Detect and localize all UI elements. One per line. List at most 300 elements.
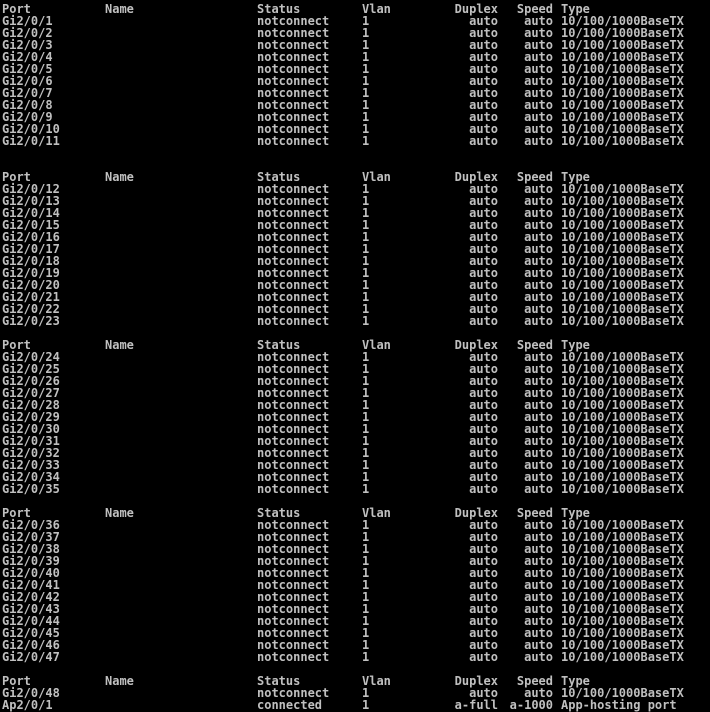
interface-type: 10/100/1000BaseTX: [561, 62, 684, 76]
column-header-name: Name: [105, 338, 134, 352]
column-header-port: Port: [2, 674, 31, 688]
interface-duplex: auto: [469, 554, 498, 568]
interface-port: Gi2/0/45: [2, 626, 60, 640]
interface-speed: auto: [524, 98, 553, 112]
interface-port: Gi2/0/44: [2, 614, 60, 628]
interface-port: Gi2/0/43: [2, 602, 60, 616]
interface-vlan: 1: [362, 590, 370, 604]
interface-vlan: 1: [362, 74, 370, 88]
interface-port: Gi2/0/3: [2, 38, 53, 52]
column-header-port: Port: [2, 2, 31, 16]
interface-type: 10/100/1000BaseTX: [561, 518, 684, 532]
interface-vlan: 1: [362, 50, 370, 64]
interface-duplex: auto: [469, 242, 498, 256]
interface-port: Gi2/0/2: [2, 26, 53, 40]
interface-vlan: 1: [362, 242, 370, 256]
interface-status: notconnect: [257, 38, 330, 52]
interface-type: 10/100/1000BaseTX: [561, 590, 684, 604]
interface-port: Gi2/0/6: [2, 74, 53, 88]
interface-speed: auto: [524, 626, 553, 640]
interface-status: notconnect: [257, 218, 330, 232]
interface-speed: auto: [524, 182, 553, 196]
interface-vlan: 1: [362, 266, 370, 280]
interface-speed: auto: [524, 194, 553, 208]
interface-speed: auto: [524, 62, 553, 76]
column-header-duplex: Duplex: [454, 338, 498, 352]
interface-status: notconnect: [257, 206, 330, 220]
interface-duplex: auto: [469, 422, 498, 436]
interface-duplex: auto: [469, 218, 498, 232]
interface-port: Gi2/0/24: [2, 350, 60, 364]
interface-duplex: auto: [469, 266, 498, 280]
interface-port: Gi2/0/7: [2, 86, 53, 100]
interface-port: Gi2/0/10: [2, 122, 60, 136]
interface-status: notconnect: [257, 410, 330, 424]
interface-speed: auto: [524, 26, 553, 40]
interface-speed: auto: [524, 242, 553, 256]
interface-speed: auto: [524, 650, 553, 664]
interface-type: 10/100/1000BaseTX: [561, 362, 684, 376]
interface-vlan: 1: [362, 134, 370, 148]
interface-port: Gi2/0/48: [2, 686, 60, 700]
column-header-speed: Speed: [516, 674, 553, 688]
interface-vlan: 1: [362, 614, 370, 628]
interface-duplex: auto: [469, 482, 498, 496]
interface-port: Gi2/0/35: [2, 482, 60, 496]
interface-port: Gi2/0/1: [2, 14, 53, 28]
interface-vlan: 1: [362, 38, 370, 52]
interface-type: 10/100/1000BaseTX: [561, 134, 684, 148]
interface-status: notconnect: [257, 74, 330, 88]
interface-row: [2, 483, 708, 495]
interface-port: Gi2/0/38: [2, 542, 60, 556]
interface-vlan: 1: [362, 86, 370, 100]
column-header-vlan: Vlan: [362, 2, 391, 16]
interface-duplex: auto: [469, 290, 498, 304]
interface-vlan: 1: [362, 434, 370, 448]
interface-duplex: auto: [469, 410, 498, 424]
interface-vlan: 1: [362, 446, 370, 460]
interface-port: Gi2/0/37: [2, 530, 60, 544]
interface-status: notconnect: [257, 590, 330, 604]
column-header-status: Status: [257, 338, 301, 352]
interface-duplex: auto: [469, 302, 498, 316]
interface-duplex: auto: [469, 50, 498, 64]
interface-duplex: auto: [469, 206, 498, 220]
interface-status: notconnect: [257, 686, 330, 700]
interface-vlan: 1: [362, 386, 370, 400]
interface-port: Gi2/0/28: [2, 398, 60, 412]
interface-status: notconnect: [257, 626, 330, 640]
interface-vlan: 1: [362, 530, 370, 544]
interface-status: notconnect: [257, 518, 330, 532]
interface-speed: auto: [524, 302, 553, 316]
interface-status: notconnect: [257, 230, 330, 244]
column-header-duplex: Duplex: [454, 2, 498, 16]
interface-duplex: auto: [469, 446, 498, 460]
interface-speed: auto: [524, 206, 553, 220]
interface-status: notconnect: [257, 182, 330, 196]
interface-vlan: 1: [362, 26, 370, 40]
interface-vlan: 1: [362, 110, 370, 124]
interface-vlan: 1: [362, 122, 370, 136]
interface-duplex: auto: [469, 638, 498, 652]
column-header-status: Status: [257, 2, 301, 16]
interface-type: 10/100/1000BaseTX: [561, 74, 684, 88]
interface-status: notconnect: [257, 422, 330, 436]
interface-port: Gi2/0/42: [2, 590, 60, 604]
interface-vlan: 1: [362, 698, 370, 712]
interface-vlan: 1: [362, 542, 370, 556]
interface-type: 10/100/1000BaseTX: [561, 38, 684, 52]
interface-type: App-hosting port: [561, 698, 677, 712]
interface-status: notconnect: [257, 434, 330, 448]
interface-speed: auto: [524, 446, 553, 460]
interface-port: Gi2/0/20: [2, 278, 60, 292]
column-header-type: Type: [561, 674, 590, 688]
interface-port: Gi2/0/18: [2, 254, 60, 268]
column-header-speed: Speed: [516, 338, 553, 352]
interface-status: notconnect: [257, 566, 330, 580]
interface-duplex: auto: [469, 602, 498, 616]
interface-port: Gi2/0/29: [2, 410, 60, 424]
column-header-status: Status: [257, 674, 301, 688]
interface-vlan: 1: [362, 638, 370, 652]
column-header-speed: Speed: [516, 170, 553, 184]
interface-speed: auto: [524, 434, 553, 448]
interface-type: 10/100/1000BaseTX: [561, 182, 684, 196]
interface-duplex: auto: [469, 38, 498, 52]
interface-speed: auto: [524, 314, 553, 328]
interface-status: notconnect: [257, 482, 330, 496]
interface-type: 10/100/1000BaseTX: [561, 602, 684, 616]
interface-port: Gi2/0/5: [2, 62, 53, 76]
interface-status: notconnect: [257, 458, 330, 472]
column-header-name: Name: [105, 2, 134, 16]
interface-type: 10/100/1000BaseTX: [561, 542, 684, 556]
interface-vlan: 1: [362, 182, 370, 196]
interface-status: notconnect: [257, 134, 330, 148]
interface-type: 10/100/1000BaseTX: [561, 650, 684, 664]
interface-status: notconnect: [257, 650, 330, 664]
interface-speed: auto: [524, 134, 553, 148]
interface-status: notconnect: [257, 530, 330, 544]
column-header-port: Port: [2, 506, 31, 520]
interface-port: Gi2/0/9: [2, 110, 53, 124]
interface-speed: auto: [524, 278, 553, 292]
interface-speed: auto: [524, 362, 553, 376]
interface-type: 10/100/1000BaseTX: [561, 230, 684, 244]
interface-port: Gi2/0/15: [2, 218, 60, 232]
interface-type: 10/100/1000BaseTX: [561, 86, 684, 100]
interface-duplex: auto: [469, 110, 498, 124]
column-header-type: Type: [561, 2, 590, 16]
interface-duplex: auto: [469, 26, 498, 40]
interface-duplex: auto: [469, 350, 498, 364]
interface-speed: auto: [524, 398, 553, 412]
column-header-port: Port: [2, 170, 31, 184]
interface-type: 10/100/1000BaseTX: [561, 626, 684, 640]
interface-duplex: auto: [469, 686, 498, 700]
interface-status: notconnect: [257, 50, 330, 64]
interface-vlan: 1: [362, 410, 370, 424]
interface-duplex: auto: [469, 518, 498, 532]
interface-speed: auto: [524, 122, 553, 136]
interface-duplex: auto: [469, 626, 498, 640]
interface-status: connected: [257, 698, 323, 712]
interface-type: 10/100/1000BaseTX: [561, 374, 684, 388]
interface-speed: auto: [524, 254, 553, 268]
interface-duplex: auto: [469, 362, 498, 376]
interface-type: 10/100/1000BaseTX: [561, 350, 684, 364]
interface-status: notconnect: [257, 266, 330, 280]
column-header-name: Name: [105, 674, 134, 688]
interface-type: 10/100/1000BaseTX: [561, 266, 684, 280]
interface-status: notconnect: [257, 554, 330, 568]
interface-speed: auto: [524, 386, 553, 400]
column-header-vlan: Vlan: [362, 170, 391, 184]
interface-type: 10/100/1000BaseTX: [561, 218, 684, 232]
interface-type: 10/100/1000BaseTX: [561, 554, 684, 568]
interface-port: Gi2/0/17: [2, 242, 60, 256]
interface-port: Gi2/0/14: [2, 206, 60, 220]
interface-port: Gi2/0/40: [2, 566, 60, 580]
interface-type: 10/100/1000BaseTX: [561, 14, 684, 28]
interface-port: Gi2/0/33: [2, 458, 60, 472]
interface-speed: a-1000: [509, 698, 553, 712]
interface-duplex: auto: [469, 74, 498, 88]
interface-status: notconnect: [257, 602, 330, 616]
interface-status: notconnect: [257, 446, 330, 460]
interface-vlan: 1: [362, 374, 370, 388]
interface-speed: auto: [524, 50, 553, 64]
interface-duplex: auto: [469, 254, 498, 268]
interface-type: 10/100/1000BaseTX: [561, 638, 684, 652]
interface-duplex: auto: [469, 458, 498, 472]
interface-port: Gi2/0/47: [2, 650, 60, 664]
interface-duplex: auto: [469, 386, 498, 400]
interface-port: Gi2/0/41: [2, 578, 60, 592]
interface-duplex: auto: [469, 650, 498, 664]
interface-vlan: 1: [362, 62, 370, 76]
interface-port: Gi2/0/11: [2, 134, 60, 148]
interface-status: notconnect: [257, 614, 330, 628]
interface-vlan: 1: [362, 458, 370, 472]
interface-speed: auto: [524, 686, 553, 700]
interface-vlan: 1: [362, 254, 370, 268]
interface-status: notconnect: [257, 290, 330, 304]
column-header-type: Type: [561, 506, 590, 520]
column-header-type: Type: [561, 170, 590, 184]
interface-vlan: 1: [362, 398, 370, 412]
interface-port: Gi2/0/21: [2, 290, 60, 304]
interface-type: 10/100/1000BaseTX: [561, 242, 684, 256]
interface-vlan: 1: [362, 362, 370, 376]
interface-vlan: 1: [362, 230, 370, 244]
interface-type: 10/100/1000BaseTX: [561, 314, 684, 328]
interface-port: Gi2/0/39: [2, 554, 60, 568]
interface-status: notconnect: [257, 122, 330, 136]
interface-status: notconnect: [257, 86, 330, 100]
interface-status: notconnect: [257, 62, 330, 76]
interface-speed: auto: [524, 614, 553, 628]
interface-row: [2, 699, 708, 711]
interface-speed: auto: [524, 110, 553, 124]
interface-status: notconnect: [257, 578, 330, 592]
column-header-status: Status: [257, 506, 301, 520]
interface-type: 10/100/1000BaseTX: [561, 290, 684, 304]
interface-vlan: 1: [362, 314, 370, 328]
interface-speed: auto: [524, 530, 553, 544]
interface-status: notconnect: [257, 470, 330, 484]
interface-vlan: 1: [362, 602, 370, 616]
interface-type: 10/100/1000BaseTX: [561, 98, 684, 112]
interface-type: 10/100/1000BaseTX: [561, 446, 684, 460]
interface-port: Ap2/0/1: [2, 698, 53, 712]
interface-port: Gi2/0/36: [2, 518, 60, 532]
interface-duplex: auto: [469, 398, 498, 412]
interface-row: [2, 651, 708, 663]
interface-vlan: 1: [362, 482, 370, 496]
interface-port: Gi2/0/26: [2, 374, 60, 388]
interface-speed: auto: [524, 86, 553, 100]
interface-port: Gi2/0/4: [2, 50, 53, 64]
interface-status: notconnect: [257, 254, 330, 268]
interface-speed: auto: [524, 554, 553, 568]
interface-vlan: 1: [362, 290, 370, 304]
interface-vlan: 1: [362, 518, 370, 532]
interface-speed: auto: [524, 374, 553, 388]
interface-type: 10/100/1000BaseTX: [561, 470, 684, 484]
interface-duplex: auto: [469, 566, 498, 580]
interface-type: 10/100/1000BaseTX: [561, 122, 684, 136]
interface-duplex: auto: [469, 230, 498, 244]
interface-vlan: 1: [362, 98, 370, 112]
interface-speed: auto: [524, 482, 553, 496]
interface-type: 10/100/1000BaseTX: [561, 302, 684, 316]
interface-type: 10/100/1000BaseTX: [561, 434, 684, 448]
interface-vlan: 1: [362, 470, 370, 484]
interface-type: 10/100/1000BaseTX: [561, 422, 684, 436]
interface-status: notconnect: [257, 242, 330, 256]
interface-type: 10/100/1000BaseTX: [561, 614, 684, 628]
column-header-type: Type: [561, 338, 590, 352]
interface-speed: auto: [524, 518, 553, 532]
interface-status: notconnect: [257, 302, 330, 316]
column-header-speed: Speed: [516, 506, 553, 520]
interface-duplex: auto: [469, 314, 498, 328]
interface-vlan: 1: [362, 218, 370, 232]
interface-duplex: auto: [469, 434, 498, 448]
interface-vlan: 1: [362, 302, 370, 316]
interface-duplex: auto: [469, 194, 498, 208]
interface-status: notconnect: [257, 278, 330, 292]
interface-vlan: 1: [362, 650, 370, 664]
interface-speed: auto: [524, 218, 553, 232]
interface-type: 10/100/1000BaseTX: [561, 566, 684, 580]
interface-speed: auto: [524, 602, 553, 616]
interface-vlan: 1: [362, 278, 370, 292]
interface-vlan: 1: [362, 566, 370, 580]
interface-vlan: 1: [362, 554, 370, 568]
interface-speed: auto: [524, 422, 553, 436]
interface-speed: auto: [524, 350, 553, 364]
interface-duplex: a-full: [454, 698, 498, 712]
interface-type: 10/100/1000BaseTX: [561, 410, 684, 424]
interface-status: notconnect: [257, 110, 330, 124]
interface-status: notconnect: [257, 26, 330, 40]
interface-type: 10/100/1000BaseTX: [561, 530, 684, 544]
interface-port: Gi2/0/30: [2, 422, 60, 436]
column-header-vlan: Vlan: [362, 506, 391, 520]
interface-type: 10/100/1000BaseTX: [561, 50, 684, 64]
interface-speed: auto: [524, 638, 553, 652]
column-header-status: Status: [257, 170, 301, 184]
interface-vlan: 1: [362, 686, 370, 700]
interface-status: notconnect: [257, 386, 330, 400]
interface-port: Gi2/0/23: [2, 314, 60, 328]
interface-speed: auto: [524, 458, 553, 472]
interface-type: 10/100/1000BaseTX: [561, 278, 684, 292]
interface-speed: auto: [524, 578, 553, 592]
interface-status: notconnect: [257, 194, 330, 208]
interface-type: 10/100/1000BaseTX: [561, 482, 684, 496]
interface-vlan: 1: [362, 350, 370, 364]
interface-duplex: auto: [469, 278, 498, 292]
interface-speed: auto: [524, 266, 553, 280]
interface-speed: auto: [524, 38, 553, 52]
interface-type: 10/100/1000BaseTX: [561, 206, 684, 220]
interface-type: 10/100/1000BaseTX: [561, 458, 684, 472]
interface-type: 10/100/1000BaseTX: [561, 194, 684, 208]
interface-duplex: auto: [469, 182, 498, 196]
interface-duplex: auto: [469, 530, 498, 544]
interface-duplex: auto: [469, 578, 498, 592]
interface-type: 10/100/1000BaseTX: [561, 398, 684, 412]
interface-status: notconnect: [257, 362, 330, 376]
column-header-speed: Speed: [516, 2, 553, 16]
interface-type: 10/100/1000BaseTX: [561, 386, 684, 400]
interface-speed: auto: [524, 542, 553, 556]
interface-status: notconnect: [257, 98, 330, 112]
interface-port: Gi2/0/8: [2, 98, 53, 112]
interface-speed: auto: [524, 290, 553, 304]
column-header-vlan: Vlan: [362, 338, 391, 352]
interface-duplex: auto: [469, 542, 498, 556]
interface-duplex: auto: [469, 14, 498, 28]
interface-speed: auto: [524, 230, 553, 244]
interface-speed: auto: [524, 410, 553, 424]
interface-port: Gi2/0/31: [2, 434, 60, 448]
interface-status: notconnect: [257, 314, 330, 328]
interface-port: Gi2/0/32: [2, 446, 60, 460]
interface-vlan: 1: [362, 422, 370, 436]
interface-type: 10/100/1000BaseTX: [561, 110, 684, 124]
column-header-duplex: Duplex: [454, 170, 498, 184]
interface-type: 10/100/1000BaseTX: [561, 254, 684, 268]
column-header-vlan: Vlan: [362, 674, 391, 688]
interface-duplex: auto: [469, 590, 498, 604]
interface-port: Gi2/0/19: [2, 266, 60, 280]
column-header-duplex: Duplex: [454, 674, 498, 688]
interface-row: [2, 135, 708, 147]
column-header-duplex: Duplex: [454, 506, 498, 520]
interface-port: Gi2/0/22: [2, 302, 60, 316]
column-header-port: Port: [2, 338, 31, 352]
interface-port: Gi2/0/34: [2, 470, 60, 484]
column-header-name: Name: [105, 170, 134, 184]
interface-vlan: 1: [362, 206, 370, 220]
